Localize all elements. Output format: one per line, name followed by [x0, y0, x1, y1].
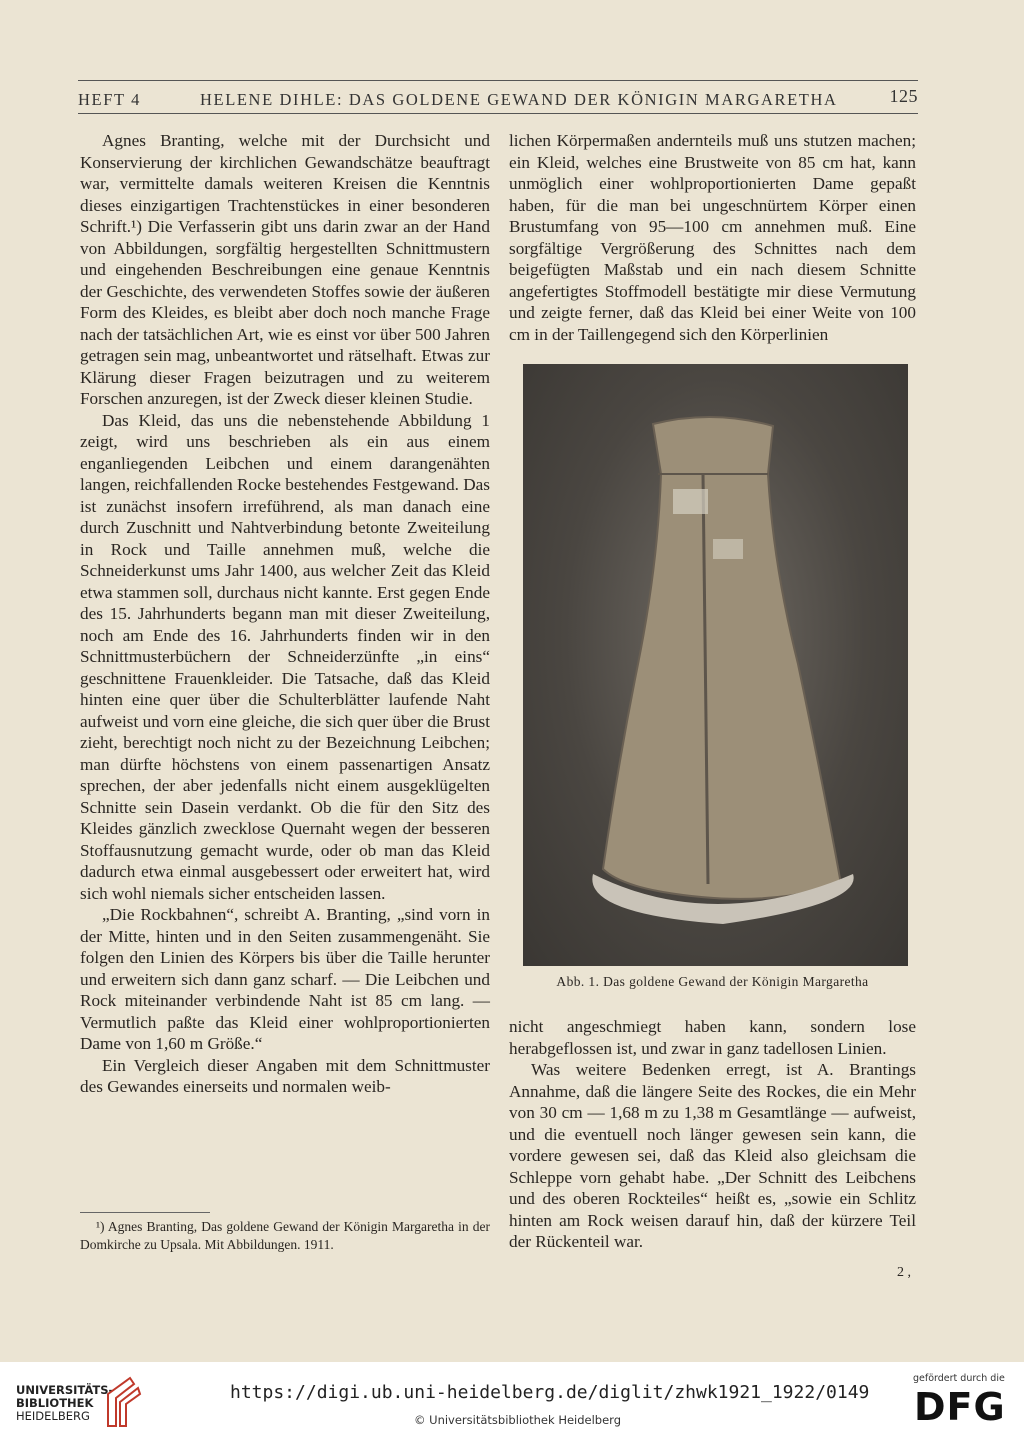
header-rule-top: [78, 80, 918, 81]
signature-mark: 2 ,: [897, 1265, 911, 1280]
running-header: [78, 86, 918, 112]
paragraph: Ein Vergleich dieser Angaben mit dem Schnittmuster des Gewandes einerseits und normalen weib-: [80, 1055, 490, 1096]
paragraph: Das Kleid, das uns die nebenstehende Abbildung 1 zeigt, wird uns beschrieben als ein aus einem enganliegenden Leibchen und einem darangenähten langen, reichfallenden Rocke bestehendes Festgewand. Das ist zunächst insofern irreführend, als man danach eine durch Zuschnitt und Nahtverbindung betonte Zweiteilung in Rock und Taille annehmen muß, welche die Schneiderkunst ums Jahr 1400, aus welcher Zeit das Kleid etwa stammen soll, durchaus nicht kannte. Erst gegen Ende des 15. Jahrhunderts begann man mit dieser Zweiteilung, noch am Ende des 16. Jahrhunderts finden wir in den Schnittmusterbüchern der Schneiderzünfte „in eins“ geschnittene Frauenkleider. Die Tatsache, daß das Kleid hinten eine quer über die Schulterblätter laufende Naht aufweist und vorn eine gleiche, die sich quer über die Brust zieht, berechtigt noch nicht zu der Bezeichnung Leibchen; man dürfte höchstens von einem passenartigen Ansatz sprechen, der aber jedenfalls nicht einem ausgeklügelten Schnitte sein Dasein verdankt. Ob die für den Sitz des Kleides gänzlich zwecklose Quernaht wegen der besseren Stoffausnutzung gemacht wurde, oder ob man das Kleid dadurch etwa einmal ausgebessert oder erweitert hat, wird sich wohl niemals sicher entscheiden lassen.: [80, 410, 490, 903]
right-column-top: [509, 130, 916, 345]
paragraph: „Die Rockbahnen“, schreibt A. Branting, „sind vorn in der Mitte, hinten und in den Seiten zusammengenäht. Sie folgen den Linien des Körpers bis über die Taille herunter und erweitern sich dann ganz scharf. — Die Leibchen und Rock miteinander verbindende Naht ist 85 cm lang. — Vermutlich paßte das Kleid einer wohlproportionierten Dame von 1,60 m Größe.“: [80, 905, 490, 1053]
issue-label: HEFT 4: [78, 90, 141, 109]
funding-note: gefördert durch die: [913, 1373, 1005, 1384]
gown-photograph: [523, 364, 908, 966]
figure-caption: Abb. 1. Das goldene Gewand der Königin Margaretha: [556, 974, 869, 989]
gown-illustration: [523, 364, 908, 966]
right-column-bottom: [509, 1016, 916, 1253]
footnote: ¹) Agnes Branting, Das goldene Gewand der Königin Margaretha in der Domkirche zu Upsala. Mit Abbildungen. 1911.: [80, 1219, 490, 1252]
library-logo-icon[interactable]: [104, 1374, 144, 1430]
paragraph: nicht angeschmiegt haben kann, sondern lose herabgeflossen ist, und zwar in ganz tadellosen Linien.: [509, 1017, 916, 1058]
paragraph: Was weitere Bedenken erregt, ist A. Brantings Annahme, daß die längere Seite des Rockes, die ein Mehr von 30 cm — 1,68 m zu 1,38 m Gesamtlänge — aufweist, und die eventuell noch länger gewesen sein kann, die vordere gewesen sei, daß das Kleid also gleichsam die Schleppe vorn gehabt habe. „Der Schnitt des Leibchens und des oberen Rockteiles“ heißt es, „sowie ein Schlitz hinten am Rock weisen darauf hin, daß der kürzere Teil der Rückenteil war.: [509, 1060, 916, 1251]
running-title: HELENE DIHLE: DAS GOLDENE GEWAND DER KÖNIGIN MARGARETHA: [200, 90, 838, 109]
footnote-rule: [80, 1212, 210, 1213]
page-number: 125: [889, 86, 918, 106]
paragraph: lichen Körpermaßen andernteils muß uns stutzen machen; ein Kleid, welches eine Brustweite von 85 cm hat, kann unmöglich einer wohlproportionierten Dame gepaßt haben, für die man bei ungeschnürtem Körper einen Brustumfang von 95—100 cm annehmen muß. Eine sorgfältige Vergrößerung des Schnittes nach dem beigefügten Maßstab und ein nach diesem Schnitte angefertigtes Stoffmodell bestätigte mir diese Vermutung und zeigte ferner, daß das Kleid bei einer Weite von 100 cm in der Taillengegend sich den Körperlinien: [509, 131, 916, 344]
dfg-logo[interactable]: DFG: [914, 1385, 1006, 1429]
copyright-notice: © Universitätsbibliothek Heidelberg: [414, 1413, 622, 1427]
left-column: [80, 130, 490, 1098]
header-rule-bottom: [78, 113, 918, 114]
permalink-url[interactable]: https://digi.ub.uni-heidelberg.de/diglit/zhwk1921_1922/0149: [230, 1382, 870, 1403]
paragraph: Agnes Branting, welche mit der Durchsicht und Konservierung der kirchlichen Gewandschätze beauftragt war, vermittelte damals weiteren Kreisen die Kenntnis dieses einzigartigen Trachtenstückes in einer besonderen Schrift.¹) Die Verfasserin gibt uns darin zwar an der Hand von Abbildungen, sorgfältig hergestellten Schnittmustern und eingehenden Beschreibungen eine genaue Kenntnis der Geschichte, des verwendeten Stoffes sowie der äußeren Form des Kleides, es bleibt aber doch noch manche Frage nach der tatsächlichen Art, wie es einst vor über 500 Jahren getragen sein mag, unbeantwortet und rätselhaft. Etwas zur Klärung dieser Fragen beizutragen und zu weiterem Forschen anzuregen, ist der Zweck dieser kleinen Studie.: [80, 131, 490, 408]
library-name[interactable]: UNIVERSITÄTS- BIBLIOTHEK HEIDELBERG: [16, 1383, 114, 1423]
